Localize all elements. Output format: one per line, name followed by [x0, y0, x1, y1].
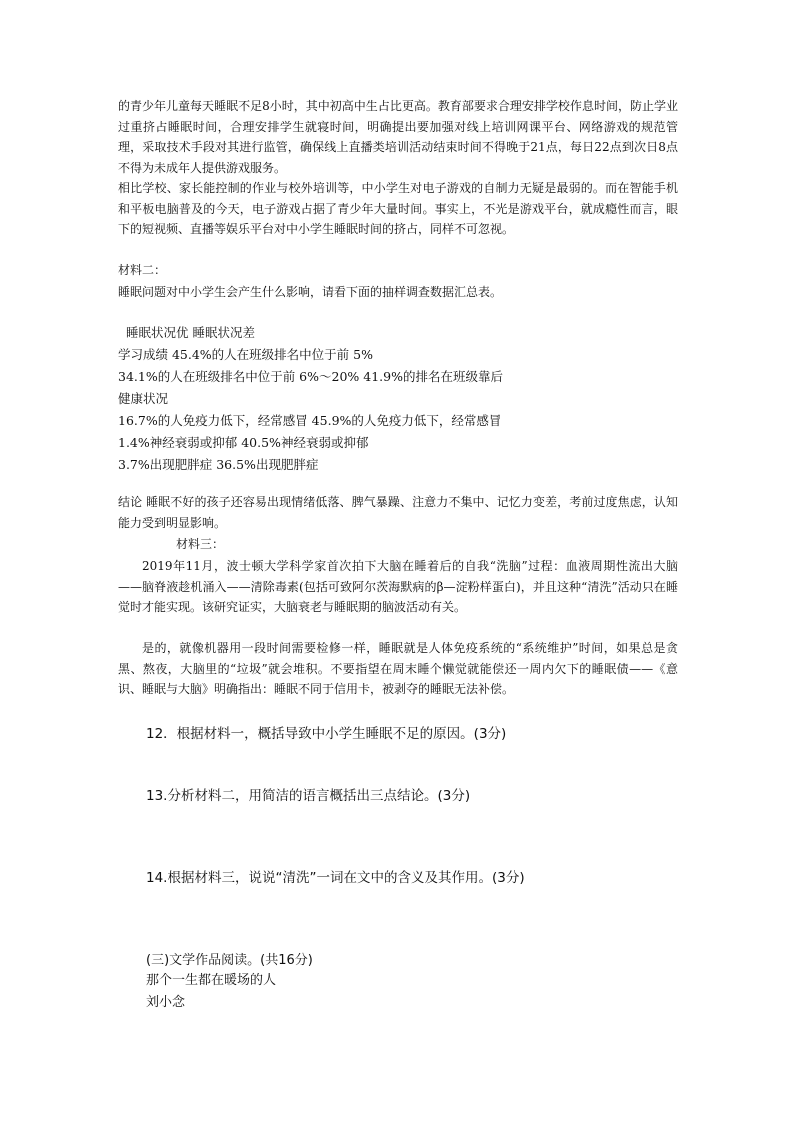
table-row-neurasthenia: 1.4%神经衰弱或抑郁 40.5%神经衰弱或抑郁: [118, 435, 369, 450]
table-row-academic-2: 34.1%的人在班级排名中位于前 6%～20% 41.9%的排名在班级靠后: [118, 369, 503, 384]
material3-paragraph-1: 2019年11月，波士顿大学科学家首次拍下大脑在睡着后的自我“洗脑”过程：血液周期性流出大脑——脑脊液趁机涌入——清除毒素(包括可致阿尔茨海默病的β—淀粉样蛋白)，并且这种“清洗”活动只在睡觉时才能实现。该研究证实，大脑衰老与睡眠期的脑波活动有关。: [118, 559, 678, 615]
story-author: 刘小念: [146, 995, 186, 1010]
question-14: 14.根据材料三，说说“清洗”一词在文中的含义及其作用。(3分): [146, 870, 525, 886]
material3-paragraph-2: 是的，就像机器用一段时间需要检修一样，睡眠就是人体免疫系统的“系统维护”时间，如果总是贪黑、熬夜，大脑里的“垃圾”就会堆积。不要指望在周末睡个懒觉就能偿还一周内欠下的睡眠债——《意识、睡眠与大脑》明确指出：睡眠不同于信用卡，被剥夺的睡眠无法补偿。: [118, 641, 678, 697]
material2-conclusion: 结论 睡眠不好的孩子还容易出现情绪低落、脾气暴躁、注意力不集中、记忆力变差，考前过度焦虑，认知能力受到明显影响。: [118, 495, 678, 530]
material2-intro: 睡眠问题对中小学生会产生什么影响，请看下面的抽样调查数据汇总表。: [118, 285, 503, 299]
table-row-health: 健康状况: [118, 391, 169, 406]
table-row-academic: 学习成绩 45.4%的人在班级排名中位于前 5%: [118, 347, 373, 362]
table-row-immunity: 16.7%的人免疫力低下，经常感冒 45.9%的人免疫力低下，经常感冒: [118, 413, 502, 428]
material3-heading: 材料三：: [176, 537, 225, 551]
story-title: 那个一生都在暖场的人: [146, 973, 277, 988]
material2-heading: 材料二：: [118, 263, 167, 277]
table-header-row: 睡眠状况优 睡眠状况差: [126, 325, 255, 340]
question-12: 12．根据材料一，概括导致中小学生睡眠不足的原因。(3分): [146, 726, 507, 742]
material1-paragraph-2: 相比学校、家长能控制的作业与校外培训等，中小学生对电子游戏的自制力无疑是最弱的。而在智能手机和平板电脑普及的今天，电子游戏占据了青少年大量时间。事实上，不光是游戏平台，就成瘾性而言，眼下的短视频、直播等娱乐平台对中小学生睡眠时间的挤占，同样不可忽视。: [118, 181, 678, 237]
section3-heading: (三)文学作品阅读。(共16分): [146, 953, 313, 968]
material1-paragraph-1: 的青少年儿童每天睡眠不足8小时，其中初高中生占比更高。教育部要求合理安排学校作息时间，防止学业过重挤占睡眠时间，合理安排学生就寝时间，明确提出要加强对线上培训网课平台、网络游戏的规范管理，采取技术手段对其进行监管，确保线上直播类培训活动结束时间不得晚于21点，每日22点到次日8点不得为未成年人提供游戏服务。: [118, 99, 678, 175]
table-row-obesity: 3.7%出现肥胖症 36.5%出现肥胖症: [118, 457, 319, 472]
question-13: 13.分析材料二，用简洁的语言概括出三点结论。(3分): [146, 788, 471, 804]
